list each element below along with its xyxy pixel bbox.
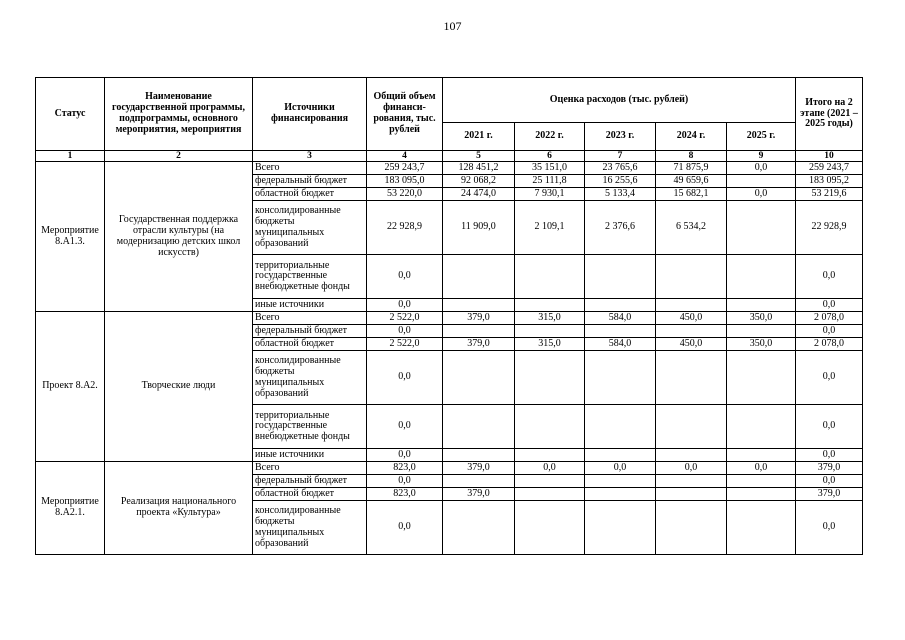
stage-total-cell: 379,0 [796, 488, 863, 501]
source-cell: консолидированные бюджеты муниципальных образований [253, 201, 367, 255]
year-cell [727, 255, 796, 299]
column-number: 5 [443, 151, 515, 162]
total-cell: 0,0 [367, 351, 443, 405]
year-cell [585, 501, 656, 555]
year-cell: 2 109,1 [515, 201, 585, 255]
source-cell: федеральный бюджет [253, 325, 367, 338]
year-cell [443, 405, 515, 449]
year-cell: 23 765,6 [585, 162, 656, 175]
header-sources: Источники финансирования [253, 78, 367, 151]
year-cell [585, 488, 656, 501]
source-cell: областной бюджет [253, 188, 367, 201]
year-cell: 11 909,0 [443, 201, 515, 255]
year-cell: 35 151,0 [515, 162, 585, 175]
year-cell [727, 325, 796, 338]
year-cell: 71 875,9 [656, 162, 727, 175]
column-numbers-row [36, 151, 863, 162]
header-estimate: Оценка расходов (тыс. рублей) [443, 78, 796, 123]
stage-total-cell: 2 078,0 [796, 312, 863, 325]
year-cell [443, 325, 515, 338]
status-cell: Мероприятие 8.А1.3. [36, 162, 105, 312]
stage-total-cell: 259 243,7 [796, 162, 863, 175]
total-cell: 0,0 [367, 501, 443, 555]
year-cell [727, 299, 796, 312]
source-cell: иные источники [253, 299, 367, 312]
stage-total-cell: 22 928,9 [796, 201, 863, 255]
year-cell [656, 325, 727, 338]
total-cell: 823,0 [367, 462, 443, 475]
year-cell: 92 068,2 [443, 175, 515, 188]
source-cell: Всего [253, 462, 367, 475]
source-cell: областной бюджет [253, 488, 367, 501]
table-row [36, 312, 863, 325]
year-cell [515, 501, 585, 555]
stage-total-cell: 0,0 [796, 325, 863, 338]
year-cell: 6 534,2 [656, 201, 727, 255]
year-cell: 7 930,1 [515, 188, 585, 201]
year-cell [585, 299, 656, 312]
year-cell [727, 405, 796, 449]
year-cell: 450,0 [656, 312, 727, 325]
header-status: Статус [36, 78, 105, 151]
total-cell: 2 522,0 [367, 338, 443, 351]
stage-total-cell: 0,0 [796, 449, 863, 462]
total-cell: 2 522,0 [367, 312, 443, 325]
column-number: 3 [253, 151, 367, 162]
year-cell [656, 351, 727, 405]
year-cell: 25 111,8 [515, 175, 585, 188]
year-cell [515, 488, 585, 501]
source-cell: федеральный бюджет [253, 475, 367, 488]
year-cell: 15 682,1 [656, 188, 727, 201]
year-cell [727, 175, 796, 188]
stage-total-cell: 0,0 [796, 351, 863, 405]
name-cell: Реализация национального проекта «Культура» [105, 462, 253, 555]
year-cell [656, 501, 727, 555]
year-cell: 0,0 [515, 462, 585, 475]
year-cell [656, 405, 727, 449]
status-cell: Мероприятие 8.А2.1. [36, 462, 105, 555]
year-cell [727, 488, 796, 501]
year-cell [585, 449, 656, 462]
year-cell: 0,0 [727, 188, 796, 201]
year-cell [443, 449, 515, 462]
year-cell: 379,0 [443, 488, 515, 501]
total-cell: 53 220,0 [367, 188, 443, 201]
year-cell: 0,0 [727, 462, 796, 475]
total-cell: 823,0 [367, 488, 443, 501]
header-stage2: Итого на 2 этапе (2021 – 2025 годы) [796, 78, 863, 151]
year-cell: 584,0 [585, 338, 656, 351]
year-cell [515, 351, 585, 405]
stage-total-cell: 0,0 [796, 255, 863, 299]
year-cell [656, 449, 727, 462]
source-cell: территориальные государственные внебюджетные фонды [253, 405, 367, 449]
header-name: Наименование государственной программы, подпрограммы, основного мероприятия, мероприятия [105, 78, 253, 151]
source-cell: иные источники [253, 449, 367, 462]
year-cell [656, 488, 727, 501]
column-number: 6 [515, 151, 585, 162]
table-row [36, 462, 863, 475]
total-cell: 183 095,0 [367, 175, 443, 188]
source-cell: областной бюджет [253, 338, 367, 351]
source-cell: консолидированные бюджеты муниципальных образований [253, 501, 367, 555]
year-cell: 379,0 [443, 312, 515, 325]
year-cell: 0,0 [727, 162, 796, 175]
year-cell [585, 255, 656, 299]
stage-total-cell: 53 219,6 [796, 188, 863, 201]
year-cell [515, 325, 585, 338]
year-cell [515, 405, 585, 449]
column-number: 4 [367, 151, 443, 162]
year-cell: 2 376,6 [585, 201, 656, 255]
year-cell: 128 451,2 [443, 162, 515, 175]
year-cell [656, 475, 727, 488]
year-cell [443, 475, 515, 488]
year-cell [515, 299, 585, 312]
total-cell: 0,0 [367, 475, 443, 488]
stage-total-cell: 2 078,0 [796, 338, 863, 351]
status-cell: Проект 8.А2. [36, 312, 105, 462]
column-number: 7 [585, 151, 656, 162]
header-year: 2021 г. [443, 123, 515, 151]
column-number: 8 [656, 151, 727, 162]
source-cell: Всего [253, 162, 367, 175]
year-cell: 5 133,4 [585, 188, 656, 201]
year-cell [515, 255, 585, 299]
stage-total-cell: 379,0 [796, 462, 863, 475]
year-cell [727, 351, 796, 405]
year-cell: 315,0 [515, 312, 585, 325]
stage-total-cell: 0,0 [796, 501, 863, 555]
year-cell [443, 351, 515, 405]
year-cell: 24 474,0 [443, 188, 515, 201]
header-year: 2023 г. [585, 123, 656, 151]
table-row [36, 162, 863, 175]
total-cell: 0,0 [367, 299, 443, 312]
total-cell: 22 928,9 [367, 201, 443, 255]
year-cell [727, 475, 796, 488]
header-year: 2024 г. [656, 123, 727, 151]
table-body [36, 162, 863, 555]
year-cell [515, 449, 585, 462]
year-cell: 315,0 [515, 338, 585, 351]
header-total: Общий объем финанси-рования, тыс. рублей [367, 78, 443, 151]
year-cell [443, 299, 515, 312]
budget-table [35, 77, 863, 555]
year-cell: 379,0 [443, 338, 515, 351]
year-cell [515, 475, 585, 488]
source-cell: Всего [253, 312, 367, 325]
year-cell [585, 405, 656, 449]
stage-total-cell: 0,0 [796, 475, 863, 488]
column-number: 2 [105, 151, 253, 162]
header-year: 2025 г. [727, 123, 796, 151]
year-cell [585, 475, 656, 488]
year-cell: 584,0 [585, 312, 656, 325]
year-cell [585, 351, 656, 405]
year-cell [443, 501, 515, 555]
stage-total-cell: 183 095,2 [796, 175, 863, 188]
stage-total-cell: 0,0 [796, 405, 863, 449]
column-number: 9 [727, 151, 796, 162]
year-cell [727, 501, 796, 555]
year-cell [585, 325, 656, 338]
year-cell [727, 449, 796, 462]
total-cell: 0,0 [367, 405, 443, 449]
name-cell: Творческие люди [105, 312, 253, 462]
total-cell: 0,0 [367, 325, 443, 338]
year-cell: 16 255,6 [585, 175, 656, 188]
year-cell [656, 299, 727, 312]
source-cell: территориальные государственные внебюджетные фонды [253, 255, 367, 299]
year-cell: 450,0 [656, 338, 727, 351]
year-cell [727, 201, 796, 255]
name-cell: Государственная поддержка отрасли культуры (на модернизацию детских школ искусств) [105, 162, 253, 312]
total-cell: 0,0 [367, 449, 443, 462]
column-number: 10 [796, 151, 863, 162]
year-cell: 49 659,6 [656, 175, 727, 188]
header-year: 2022 г. [515, 123, 585, 151]
source-cell: федеральный бюджет [253, 175, 367, 188]
year-cell [443, 255, 515, 299]
year-cell: 0,0 [585, 462, 656, 475]
column-number: 1 [36, 151, 105, 162]
year-cell: 379,0 [443, 462, 515, 475]
page-number: 107 [443, 19, 462, 33]
total-cell: 0,0 [367, 255, 443, 299]
year-cell: 350,0 [727, 338, 796, 351]
year-cell: 0,0 [656, 462, 727, 475]
year-cell [656, 255, 727, 299]
stage-total-cell: 0,0 [796, 299, 863, 312]
total-cell: 259 243,7 [367, 162, 443, 175]
year-cell: 350,0 [727, 312, 796, 325]
source-cell: консолидированные бюджеты муниципальных образований [253, 351, 367, 405]
